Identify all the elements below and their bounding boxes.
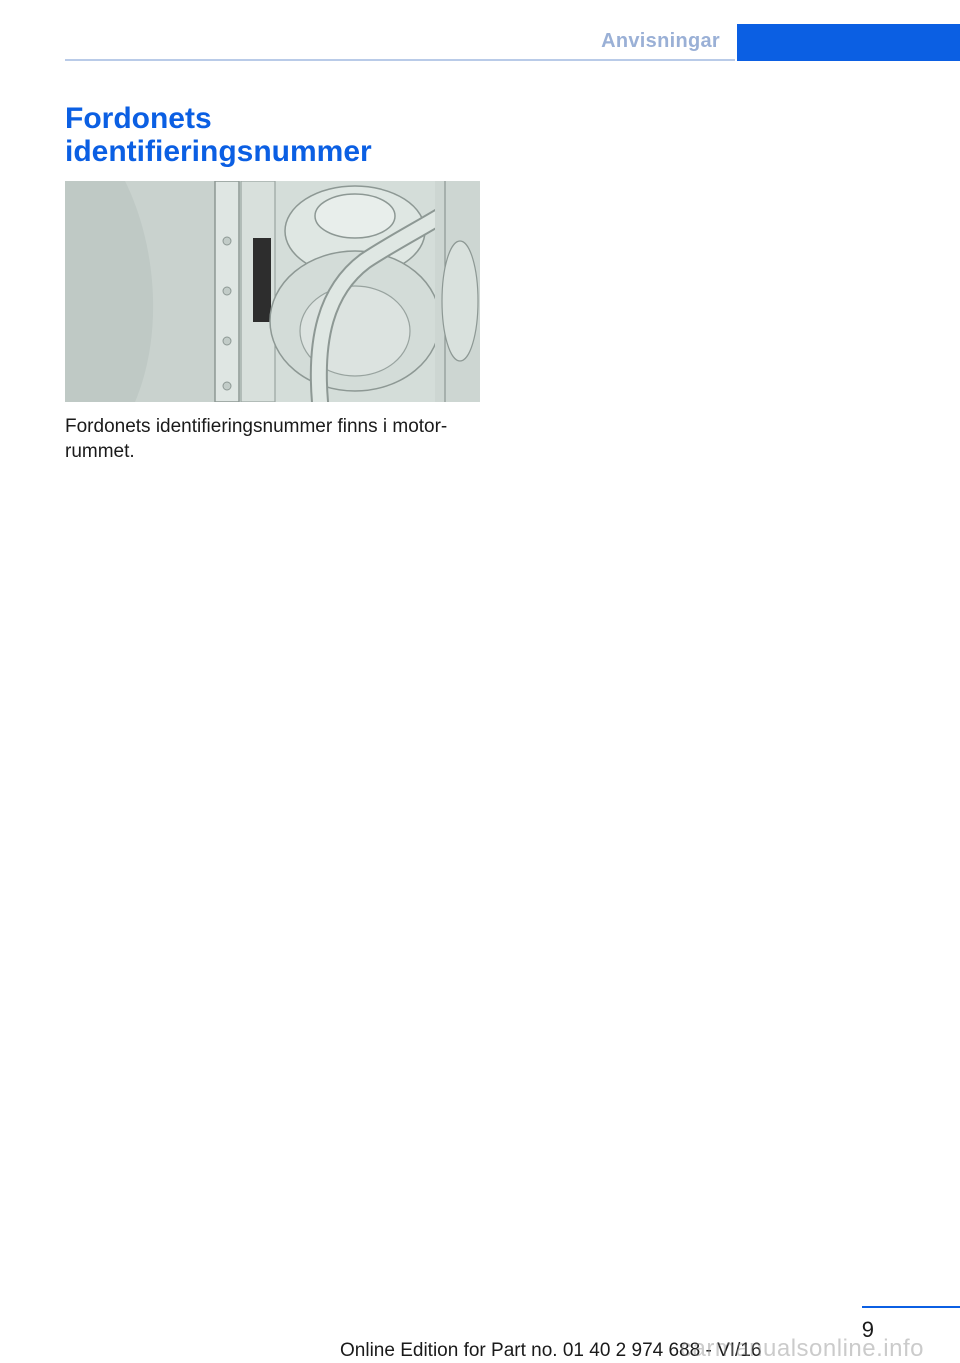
section-title-line2: identifieringsnummer [65,135,372,168]
header-rule [65,59,735,61]
vin-label-marker [253,238,271,322]
body-text-line2: rummet. [65,441,135,462]
watermark-text: carmanualsonline.info [680,1335,924,1362]
body-text-line1: Fordonets identifieringsnummer finns i motor- [65,416,448,437]
section-title [65,102,505,168]
section-title-line1: Fordonets [65,102,212,135]
footer-edition: Online Edition for Part no. 01 40 2 974 688 - VI/16 [340,1340,762,1361]
header-section-label: Anvisningar [601,30,720,52]
engine-compartment-illustration [65,181,480,402]
page-number: 9 [861,1317,874,1342]
body-paragraph [65,414,485,464]
footer-rule [862,1306,960,1308]
header-tab [737,24,960,61]
